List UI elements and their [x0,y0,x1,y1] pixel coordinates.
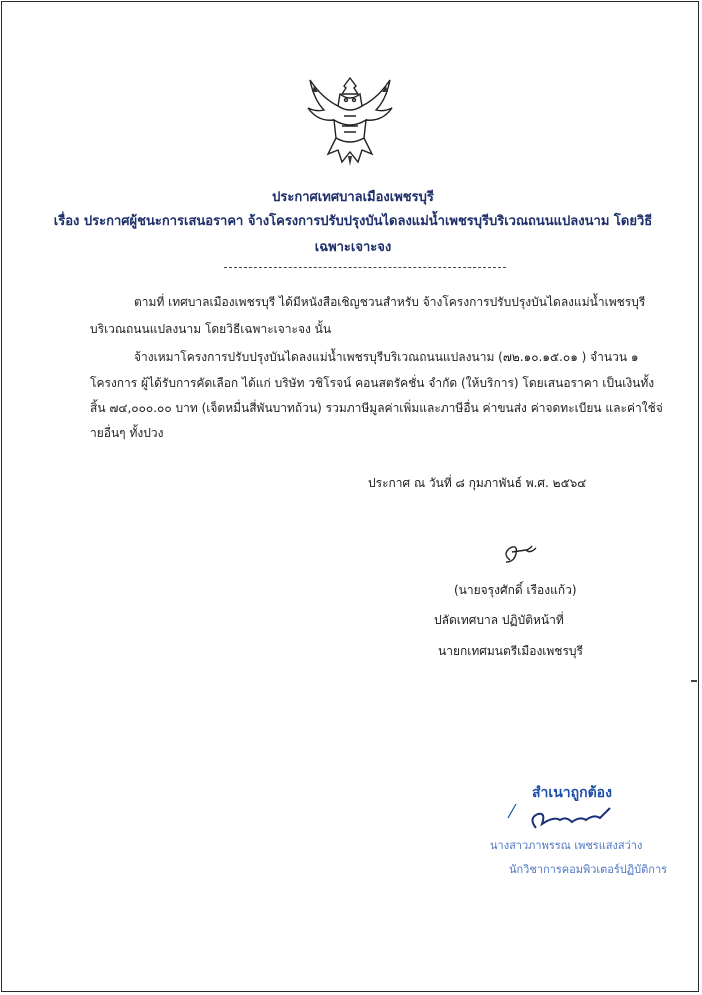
body-paragraph-2-line-1: จ้างเหมาโครงการปรับปรุงบันไดลงแม่น้ำเพชรบุรีบริเวณถนนแปลงนาม (๗๒.๑๐.๑๕.๐๑ ) จำนวน ๑ [134,350,639,364]
certified-copy-position: นักวิชาการคอมพิวเตอร์ปฏิบัติการ [509,863,668,876]
body-paragraph-2-line-2: โครงการ ผู้ได้รับการคัดเลือก ได้แก่ บริษัท วชิโรจน์ คอนสตรัคชั่น จำกัด (ให้บริการ) โดยเสนอราคา เป็นเงินทั้ง [90,376,655,390]
certified-copy-label: สำเนาถูกต้อง [532,785,612,801]
dashed-divider [224,267,506,268]
announcement-title: ประกาศเทศบาลเมืองเพชรบุรี [272,190,434,205]
body-paragraph-1-line-1: ตามที่ เทศบาลเมืองเพชรบุรี ได้มีหนังสือเชิญชวนสำหรับ จ้างโครงการปรับปรุงบันไดลงแม่น้ำเพชรบุรี [134,295,646,309]
certified-copy-name: นางสาวภาพรรณ เพชรแสงสว่าง [490,839,643,852]
garuda-emblem-icon [304,72,396,168]
edge-mark [691,680,697,682]
body-paragraph-2-line-4: ายอื่นๆ ทั้งปวง [90,426,164,440]
subject-line-continued: เฉพาะเจาะจง [314,240,392,255]
body-paragraph-1-line-2: บริเวณถนนแปลงนาม โดยวิธีเฉพาะเจาะจง นั้น [90,322,332,336]
signatory-name: (นายจรุงศักดิ์ เรืองแก้ว) [454,583,577,597]
signatory-position: ปลัดเทศบาล ปฏิบัติหน้าที่ [434,613,564,627]
subject-line: เรื่อง ประกาศผู้ชนะการเสนอราคา จ้างโครงการปรับปรุงบันไดลงแม่น้ำเพชรบุรีบริเวณถนนแปลงนาม โดยวิธี [53,214,653,229]
announcement-date: ประกาศ ณ วันที่ ๘ กุมภาพันธ์ พ.ศ. ๒๕๖๔ [368,476,587,490]
signature-mark [496,540,546,568]
body-paragraph-2-line-3: สิ้น ๗๔,๐๐๐.๐๐ บาท (เจ็ดหมื่นสี่พันบาทถ้วน) รวมภาษีมูลค่าเพิ่มและภาษีอื่น ค่าขนส่ง ค่าจดทะเบียน และค่าใช้จ่ [90,401,663,415]
signatory-position-acting: นายกเทศมนตรีเมืองเพชรบุรี [438,644,583,658]
certified-copy-signature [502,798,632,840]
document-page [1,1,699,992]
